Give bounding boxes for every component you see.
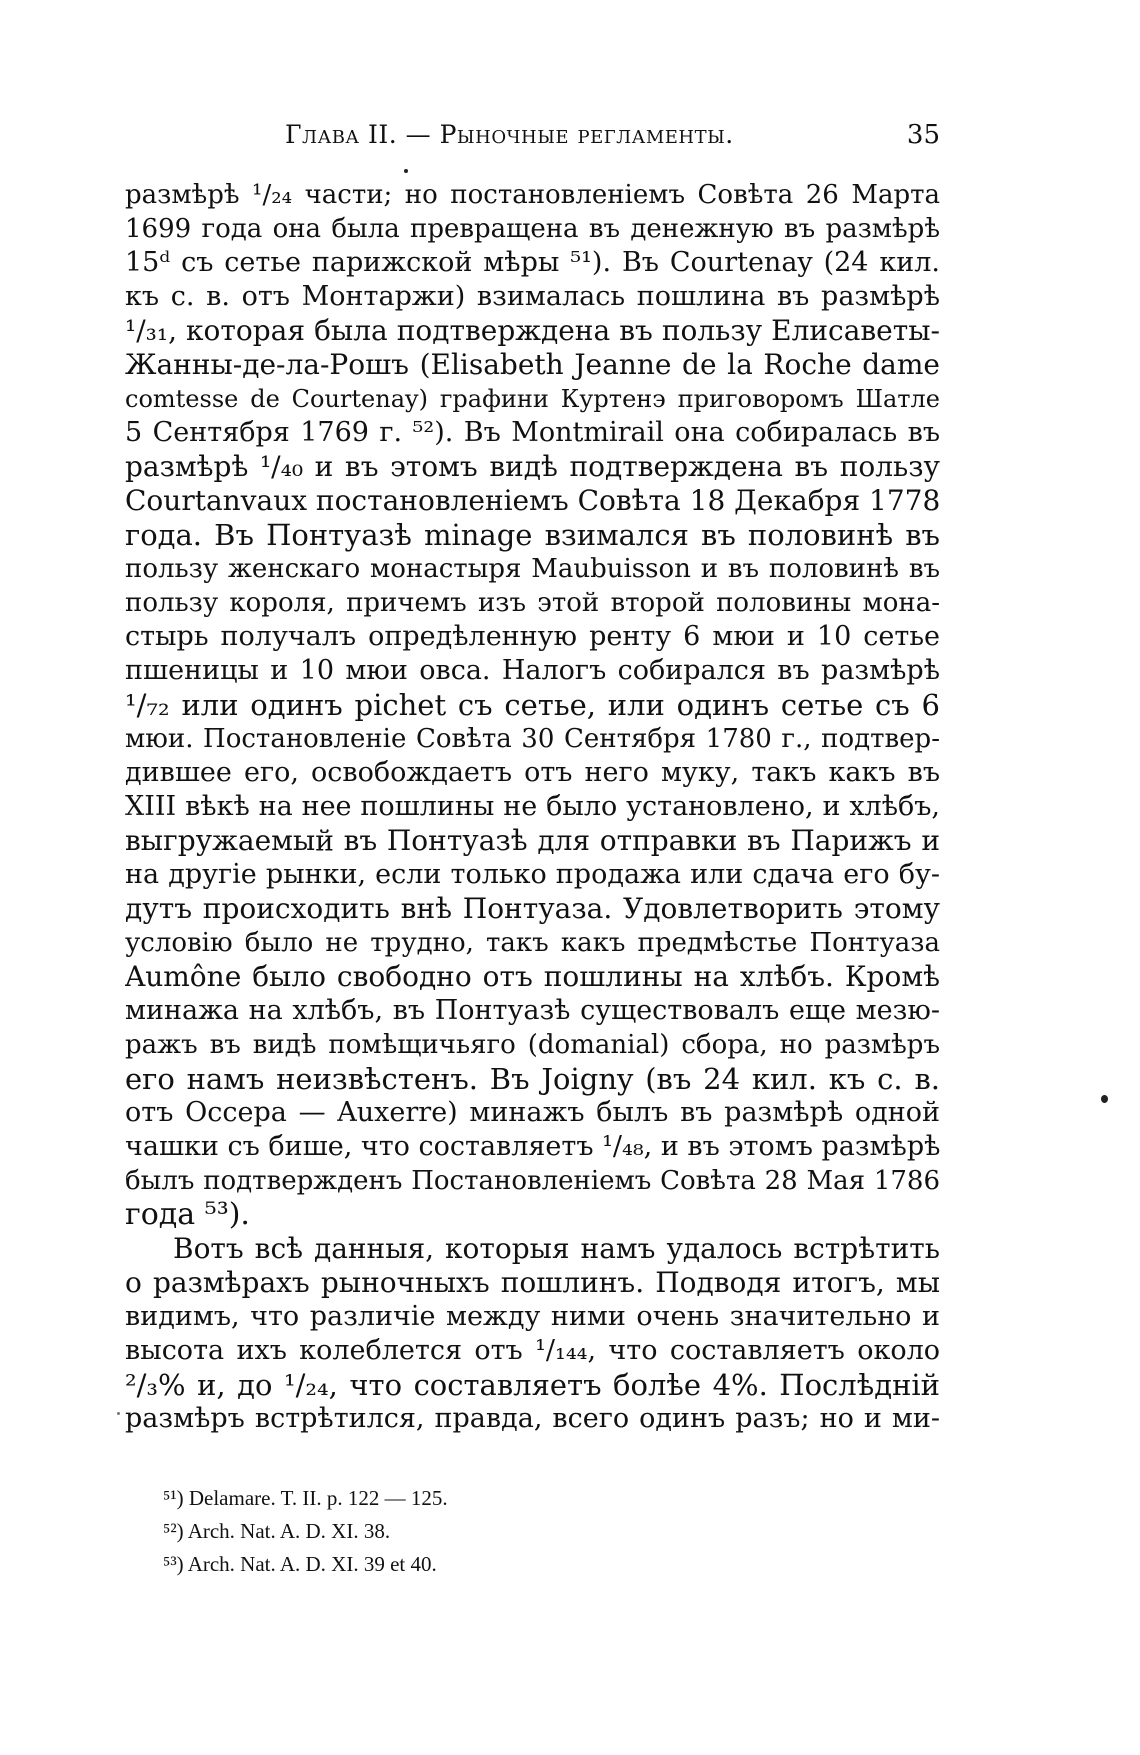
text-line: XIII вѣкѣ на нее пошлины не было установлено, и хлѣбъ, bbox=[125, 791, 940, 822]
footnote: ⁵²) Arch. Nat. A. D. XI. 38. bbox=[163, 1519, 391, 1543]
body-text bbox=[125, 178, 940, 1436]
text-line: видимъ, что различіе между ними очень значительно и bbox=[125, 1301, 940, 1332]
text-line: ¹/₃₁, которая была подтверждена въ пользу Елисаветы- bbox=[125, 314, 940, 347]
footnotes bbox=[163, 1482, 863, 1581]
text-line: Жанны-де-ла-Рошъ (Elisabeth Jeanne de la Roche dame bbox=[125, 348, 940, 381]
text-line: условію было не трудно, такъ какъ предмѣстье Понтуаза bbox=[125, 928, 940, 958]
text-line: чашки съ бише, что составляетъ ¹/₄₈, и въ этомъ размѣрѣ bbox=[125, 1131, 940, 1162]
text-line: высота ихъ колеблется отъ ¹/₁₄₄, что составляетъ около bbox=[125, 1335, 940, 1366]
text-line: ражъ въ видѣ помѣщичьяго (domanial) сбора, но размѣръ bbox=[125, 1030, 940, 1060]
text-line: дившее его, освобождаетъ отъ него муку, такъ какъ въ bbox=[125, 757, 940, 788]
text-line: Courtanvaux постановленіемъ Совѣта 18 Декабря 1778 bbox=[125, 484, 940, 517]
text-line: ¹/₇₂ или одинъ pichet съ сетье, или одинъ сетье съ 6 bbox=[125, 688, 940, 722]
text-line: мюи. Постановленіе Совѣта 30 Сентября 1780 г., подтвер- bbox=[125, 724, 940, 754]
text-line: размѣрѣ ¹/₂₄ части; но постановленіемъ Совѣта 26 Марта bbox=[125, 180, 940, 210]
text-line: пользу короля, причемъ изъ этой второй половины мона- bbox=[125, 588, 940, 618]
page-header bbox=[125, 120, 940, 160]
footnote: ⁵³) Arch. Nat. A. D. XI. 39 et 40. bbox=[163, 1552, 437, 1576]
text-line: 5 Сентября 1769 г. ⁵²). Въ Montmirail она собиралась въ bbox=[125, 417, 940, 448]
text-line: былъ подтвержденъ Постановленіемъ Совѣта 28 Мая 1786 bbox=[125, 1166, 940, 1196]
text-line: его намъ неизвѣстенъ. Въ Joigny (въ 24 кил. къ с. в. bbox=[125, 1062, 940, 1096]
text-line: размѣрѣ ¹/₄₀ и въ этомъ видѣ подтверждена въ пользу bbox=[125, 450, 940, 483]
print-speck bbox=[404, 169, 408, 173]
print-speck bbox=[1101, 1095, 1108, 1103]
text-line: 1699 года она была превращена въ денежную въ размѣрѣ bbox=[125, 214, 940, 244]
text-line: ²/₃% и, до ¹/₂₄, что составляетъ болѣе 4%. Послѣдній bbox=[125, 1368, 940, 1402]
footnote: ⁵¹) Delamare. T. II. p. 122 — 125. bbox=[163, 1486, 448, 1510]
text-line: comtesse de Courtenay) графини Куртенэ приговоромъ Шатле bbox=[125, 385, 940, 413]
text-line: минажа на хлѣбъ, въ Понтуазѣ существовалъ еще мезю- bbox=[125, 995, 940, 1026]
text-line: пшеницы и 10 мюи овса. Налогъ собирался въ размѣрѣ bbox=[125, 655, 940, 686]
text-line: выгружаемый въ Понтуазѣ для отправки въ Парижъ и bbox=[125, 824, 940, 857]
text-line: года ⁵³). bbox=[125, 1198, 250, 1232]
text-line: года. Въ Понтуазѣ minage взимался въ половинѣ въ bbox=[125, 518, 940, 552]
text-line: стырь получалъ опредѣленную ренту 6 мюи и 10 сетье bbox=[125, 621, 940, 652]
text-line: отъ Оссера — Auxerre) минажъ былъ въ размѣрѣ одной bbox=[125, 1097, 940, 1128]
text-line: о размѣрахъ рыночныхъ пошлинъ. Подводя итогъ, мы bbox=[125, 1266, 940, 1299]
running-title: Глава II. — Рыночные регламенты. bbox=[285, 120, 734, 149]
text-line: Aumône было свободно отъ пошлины на хлѣбъ. Кромѣ bbox=[125, 960, 940, 993]
text-line: къ с. в. отъ Монтаржи) взималась пошлина въ размѣрѣ bbox=[125, 281, 940, 312]
print-speck bbox=[117, 1412, 120, 1415]
text-line: размѣръ встрѣтился, правда, всего одинъ разъ; но и ми- bbox=[125, 1403, 940, 1434]
text-line: пользу женскаго монастыря Maubuisson и въ половинѣ въ bbox=[125, 554, 940, 584]
text-line: 15ᵈ съ сетье парижской мѣры ⁵¹). Въ Courtenay (24 кил. bbox=[125, 247, 940, 278]
page-number: 35 bbox=[906, 120, 940, 150]
text-line: на другіе рынки, если только продажа или сдача его бу- bbox=[125, 859, 940, 890]
text-line: Вотъ всѣ данныя, которыя намъ удалось встрѣтить bbox=[173, 1232, 940, 1265]
text-line: дутъ происходить внѣ Понтуаза. Удовлетворить этому bbox=[125, 892, 940, 925]
